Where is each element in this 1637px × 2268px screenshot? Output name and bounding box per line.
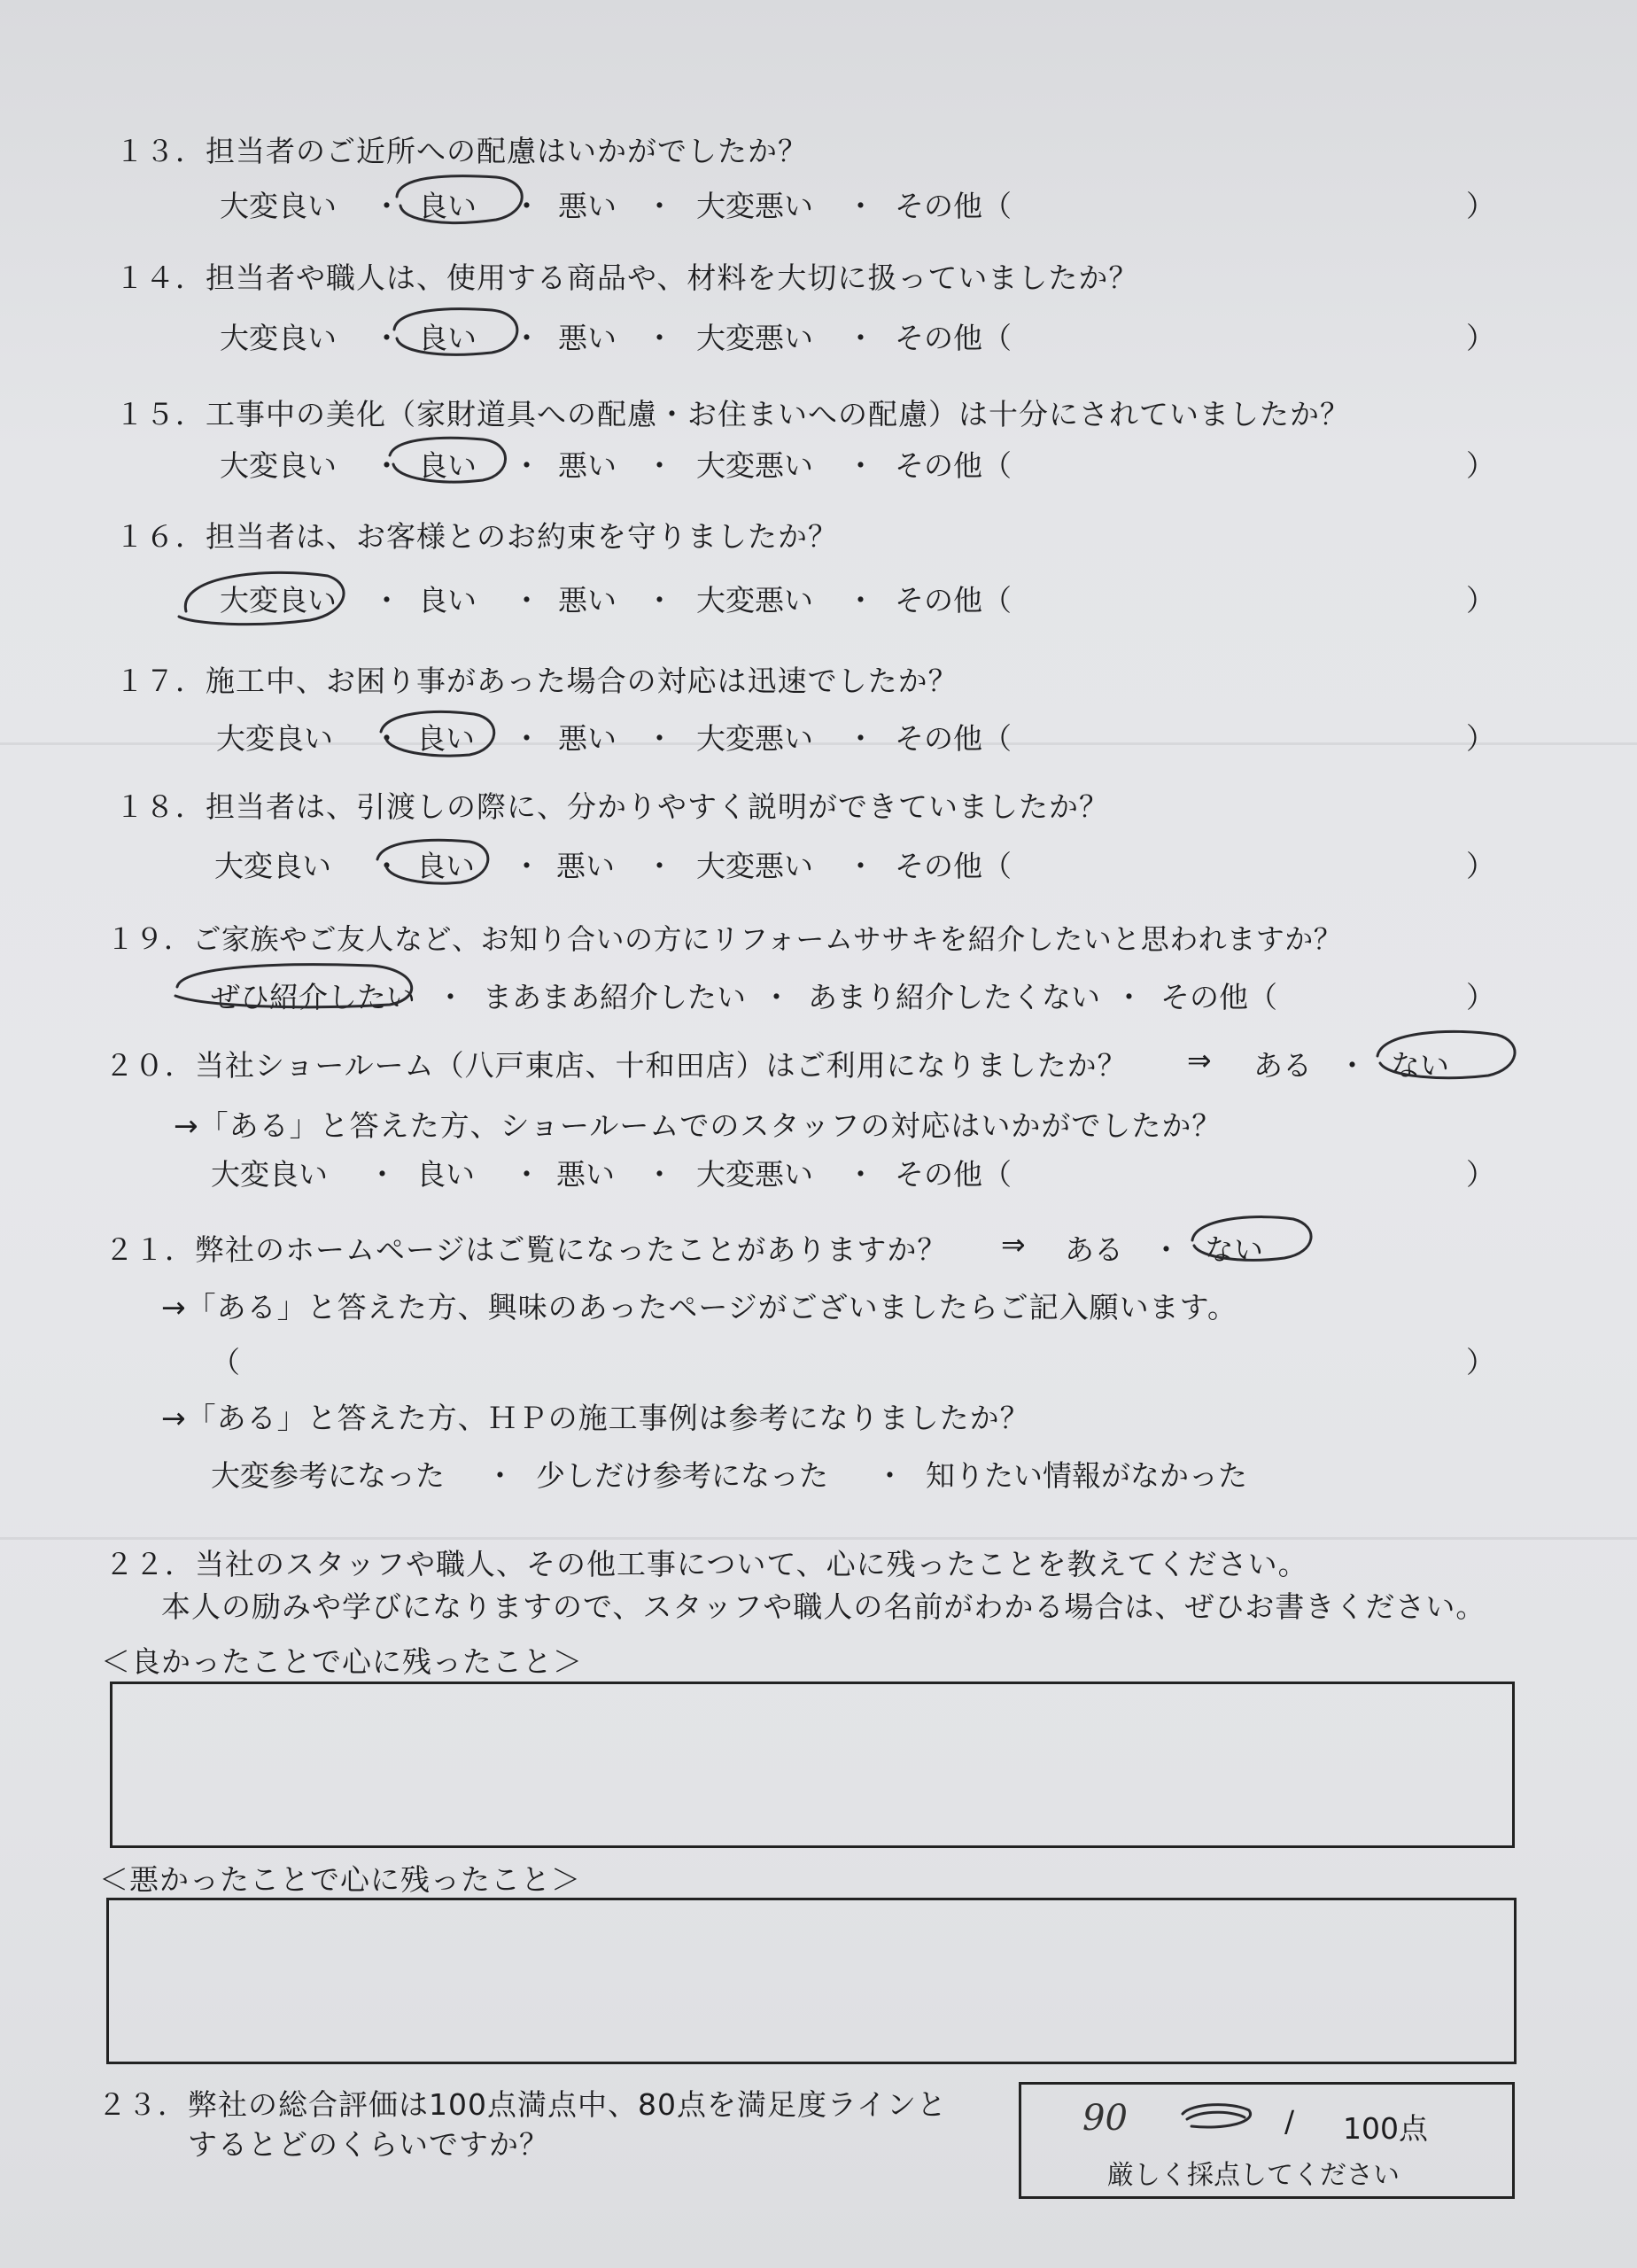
q17-good[interactable]: 良い [416, 721, 475, 756]
q21-slightly-helpful[interactable]: 少しだけ参考になった [536, 1458, 828, 1493]
q20-nai[interactable]: ない [1391, 1048, 1449, 1083]
sep: ・ [372, 448, 401, 483]
sep: ・ [875, 1458, 904, 1493]
q19-other[interactable]: その他（ [1160, 980, 1277, 1014]
sep: ・ [368, 1157, 397, 1192]
q19-definitely[interactable]: ぜひ紹介したい [211, 980, 415, 1014]
q13-text: １３．担当者のご近所への配慮はいかがでしたか？ [115, 134, 808, 168]
q19-text: １９．ご家族やご友人など、お知り合いの方にリフォームササキを紹介したいと思われますか？ [106, 922, 1343, 956]
sep: ・ [645, 849, 674, 883]
close-paren: ） [1466, 980, 1495, 1014]
q21-nai[interactable]: ない [1205, 1232, 1263, 1267]
q22-good-label: ＜良かったことで心に残ったこと＞ [101, 1644, 583, 1679]
sep: ・ [846, 1157, 875, 1192]
sep: ・ [512, 849, 541, 883]
score-handwritten: 90 [1082, 2098, 1128, 2139]
sep: ・ [512, 189, 541, 223]
q20-bad[interactable]: 悪い [556, 1157, 615, 1192]
q22-bad-label: ＜悪かったことで心に残ったこと＞ [99, 1862, 581, 1897]
sep: ・ [372, 583, 401, 617]
q16-good[interactable]: 良い [418, 583, 477, 617]
q14-text: １４．担当者や職人は、使用する商品や、材料を大切に扱っていましたか？ [115, 260, 1139, 295]
q17-text: １７．施工中、お困り事があった場合の対応は迅速でしたか？ [115, 664, 958, 698]
good-comment-box[interactable] [110, 1682, 1515, 1848]
sep: ・ [372, 849, 401, 883]
q18-text: １８．担当者は、引渡しの際に、分かりやすく説明ができていましたか？ [115, 789, 1109, 824]
sep: ・ [846, 849, 875, 883]
sep: ・ [846, 321, 875, 355]
open-paren: （ [211, 1345, 240, 1379]
sep: ・ [372, 321, 401, 355]
sep: ・ [512, 583, 541, 617]
q20-good[interactable]: 良い [416, 1157, 475, 1192]
sep: ・ [512, 321, 541, 355]
q14-good[interactable]: 良い [418, 321, 477, 355]
q19-somewhat[interactable]: まあまあ紹介したい [483, 980, 746, 1014]
q23-text2: するとどのくらいですか？ [188, 2127, 549, 2162]
q21-very-helpful[interactable]: 大変参考になった [211, 1458, 445, 1493]
sep: ・ [645, 583, 674, 617]
q17-bad[interactable]: 悪い [558, 721, 617, 756]
score-slash: / [1284, 2104, 1295, 2139]
q21-arrow: ⇒ [1001, 1227, 1026, 1262]
q20-sub: →「ある」と答えた方、ショールームでのスタッフの対応はいかがでしたか？ [174, 1108, 1222, 1143]
q14-very-good[interactable]: 大変良い [220, 321, 337, 355]
close-paren: ） [1466, 849, 1495, 883]
q15-bad[interactable]: 悪い [558, 448, 617, 483]
q20-very-bad[interactable]: 大変悪い [696, 1157, 813, 1192]
sep: ・ [645, 321, 674, 355]
sep: ・ [512, 721, 541, 756]
q14-very-bad[interactable]: 大変悪い [696, 321, 813, 355]
sep: ・ [846, 583, 875, 617]
q22-text2: 本人の励みや学びになりますので、スタッフや職人の名前がわかる場合は、ぜひお書きください。 [161, 1589, 1486, 1624]
q20-arrow: ⇒ [1187, 1043, 1212, 1077]
q17-other[interactable]: その他（ [895, 721, 1012, 756]
bad-comment-box[interactable] [106, 1898, 1517, 2064]
q14-other[interactable]: その他（ [895, 321, 1012, 355]
q22-text: ２２．当社のスタッフや職人、その他工事について、心に残ったことを教えてください。 [105, 1547, 1308, 1581]
q20-aru[interactable]: ある [1253, 1048, 1312, 1083]
q15-very-good[interactable]: 大変良い [220, 448, 337, 483]
q16-very-good[interactable]: 大変良い [220, 583, 337, 617]
q19-not-much[interactable]: あまり紹介したくない [808, 980, 1100, 1014]
q15-other[interactable]: その他（ [895, 448, 1012, 483]
close-paren: ） [1466, 321, 1495, 355]
sep: ・ [846, 721, 875, 756]
sep: ・ [846, 448, 875, 483]
q18-very-good[interactable]: 大変良い [214, 849, 331, 883]
close-paren: ） [1466, 448, 1495, 483]
q15-very-bad[interactable]: 大変悪い [696, 448, 813, 483]
close-paren: ） [1466, 189, 1495, 223]
sep: ・ [372, 721, 401, 756]
sep: ・ [645, 448, 674, 483]
sep: ・ [645, 721, 674, 756]
q13-very-bad[interactable]: 大変悪い [696, 189, 813, 223]
sep: ・ [485, 1458, 515, 1493]
q16-very-bad[interactable]: 大変悪い [696, 583, 813, 617]
sep: ・ [645, 189, 674, 223]
q21-text: ２１．弊社のホームページはご覧になったことがありますか？ [105, 1232, 948, 1267]
sep: ・ [372, 189, 401, 223]
q23-text1: ２３．弊社の総合評価は100点満点中、80点を満足度ラインと [97, 2087, 947, 2122]
sep: ・ [1152, 1232, 1181, 1267]
sep: ・ [1114, 980, 1144, 1014]
close-paren: ） [1466, 1157, 1495, 1192]
sep: ・ [762, 980, 791, 1014]
sep: ・ [436, 980, 465, 1014]
q18-good[interactable]: 良い [416, 849, 475, 883]
q17-very-bad[interactable]: 大変悪い [696, 721, 813, 756]
q21-aru[interactable]: ある [1065, 1232, 1123, 1267]
q13-very-good[interactable]: 大変良い [220, 189, 337, 223]
q20-text: ２０．当社ショールーム（八戸東店、十和田店）はご利用になりましたか？ [105, 1048, 1128, 1083]
q21-sub1: →「ある」と答えた方、興味のあったページがございましたらご記入願います。 [161, 1290, 1238, 1324]
q21-no-info[interactable]: 知りたい情報がなかった [926, 1458, 1247, 1493]
q13-bad[interactable]: 悪い [558, 189, 617, 223]
q18-bad[interactable]: 悪い [556, 849, 615, 883]
close-paren: ） [1466, 1345, 1495, 1379]
close-paren: ） [1466, 721, 1495, 756]
q18-other[interactable]: その他（ [895, 849, 1012, 883]
q14-bad[interactable]: 悪い [558, 321, 617, 355]
sep: ・ [1338, 1048, 1367, 1083]
sep: ・ [645, 1157, 674, 1192]
q16-text: １６．担当者は、お客様とのお約束を守りましたか？ [115, 519, 838, 554]
q21-sub2: →「ある」と答えた方、ＨＰの施工事例は参考になりましたか？ [161, 1401, 1030, 1435]
q20-other[interactable]: その他（ [895, 1157, 1012, 1192]
sep: ・ [512, 448, 541, 483]
q16-other[interactable]: その他（ [895, 583, 1012, 617]
q15-text: １５．工事中の美化（家財道具への配慮・お住まいへの配慮）は十分にされていましたか？ [115, 397, 1350, 431]
sep: ・ [512, 1157, 541, 1192]
close-paren: ） [1466, 583, 1495, 617]
q17-very-good[interactable]: 大変良い [216, 721, 333, 756]
q13-other[interactable]: その他（ [895, 189, 1012, 223]
q16-bad[interactable]: 悪い [558, 583, 617, 617]
q15-good[interactable]: 良い [418, 448, 477, 483]
q20-very-good[interactable]: 大変良い [211, 1157, 328, 1192]
sep: ・ [846, 189, 875, 223]
q18-very-bad[interactable]: 大変悪い [696, 849, 813, 883]
q13-good[interactable]: 良い [418, 189, 477, 223]
score-max: 100点 [1343, 2111, 1428, 2146]
score-note: 厳しく採点してください [1107, 2160, 1400, 2191]
